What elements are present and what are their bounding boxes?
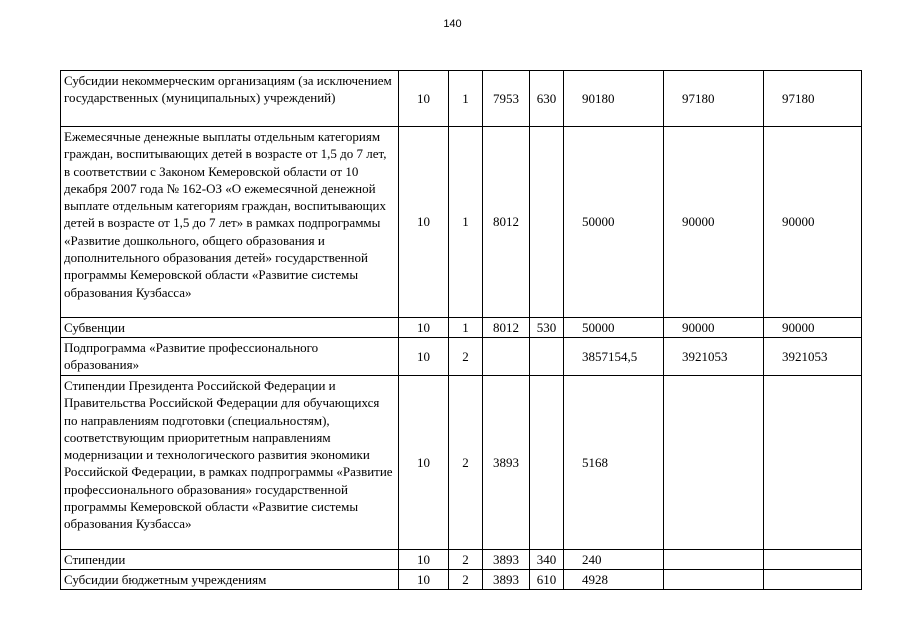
row-amount-3: 3921053 — [764, 338, 862, 376]
row-section: 10 — [399, 550, 449, 570]
table-row — [61, 127, 862, 318]
row-target-code: 7953 — [483, 71, 530, 127]
budget-table — [60, 70, 862, 590]
row-amount-2: 90000 — [664, 318, 764, 338]
row-subsection: 2 — [449, 550, 483, 570]
row-amount-1: 90180 — [564, 71, 664, 127]
table-row — [61, 71, 862, 127]
row-expense-type — [530, 127, 564, 318]
row-expense-type: 630 — [530, 71, 564, 127]
row-amount-3 — [764, 550, 862, 570]
row-amount-3: 90000 — [764, 318, 862, 338]
row-amount-2 — [664, 376, 764, 550]
row-target-code — [483, 338, 530, 376]
row-target-code: 8012 — [483, 318, 530, 338]
row-amount-2: 97180 — [664, 71, 764, 127]
row-amount-1: 50000 — [564, 318, 664, 338]
row-target-code: 3893 — [483, 550, 530, 570]
row-name: Стипендии Президента Российской Федерации и Правительства Российской Федерации для обучающихся по направлениям подготовки (специальностям), соответствующим приоритетным направлениям модернизации и технологического развития экономики Российской Федерации, в рамках подпрограммы «Развитие профессионального образования» государственной программы Кемеровской области «Развитие системы образования Кузбасса» — [61, 376, 399, 550]
row-subsection: 2 — [449, 570, 483, 590]
row-subsection: 1 — [449, 71, 483, 127]
row-amount-1: 5168 — [564, 376, 664, 550]
row-name: Субсидии некоммерческим организациям (за исключением государственных (муниципальных) учреждений) — [61, 71, 399, 127]
row-subsection: 1 — [449, 127, 483, 318]
row-amount-1: 240 — [564, 550, 664, 570]
row-expense-type: 530 — [530, 318, 564, 338]
row-section: 10 — [399, 570, 449, 590]
row-amount-3 — [764, 570, 862, 590]
row-amount-1: 3857154,5 — [564, 338, 664, 376]
row-amount-3: 97180 — [764, 71, 862, 127]
table-row — [61, 338, 862, 376]
row-target-code: 3893 — [483, 570, 530, 590]
row-name: Субсидии бюджетным учреждениям — [61, 570, 399, 590]
row-section: 10 — [399, 318, 449, 338]
row-expense-type — [530, 338, 564, 376]
row-section: 10 — [399, 338, 449, 376]
page-number: 140 — [443, 18, 462, 30]
row-amount-2 — [664, 550, 764, 570]
row-amount-2: 90000 — [664, 127, 764, 318]
table-row — [61, 570, 862, 590]
row-subsection: 2 — [449, 376, 483, 550]
row-target-code: 8012 — [483, 127, 530, 318]
row-subsection: 1 — [449, 318, 483, 338]
row-name: Ежемесячные денежные выплаты отдельным категориям граждан, воспитывающих детей в возрасте от 1,5 до 7 лет, в соответствии с Законом Кемеровской области от 10 декабря 2007 года № 162-ОЗ «О ежемесячной денежной выплате отдельным категориям граждан, воспитывающих детей в возрасте от 1,5 до 7 лет» в рамках подпрограммы «Развитие дошкольного, общего образования и дополнительного образования детей» государственной программы Кемеровской области «Развитие системы образования Кузбасса» — [61, 127, 399, 318]
row-subsection: 2 — [449, 338, 483, 376]
row-section: 10 — [399, 376, 449, 550]
row-amount-1: 50000 — [564, 127, 664, 318]
row-amount-1: 4928 — [564, 570, 664, 590]
row-amount-3 — [764, 376, 862, 550]
table-row — [61, 550, 862, 570]
row-expense-type: 340 — [530, 550, 564, 570]
row-name: Субвенции — [61, 318, 399, 338]
table-row — [61, 318, 862, 338]
row-amount-2: 3921053 — [664, 338, 764, 376]
row-expense-type — [530, 376, 564, 550]
table-row — [61, 376, 862, 550]
row-expense-type: 610 — [530, 570, 564, 590]
row-amount-2 — [664, 570, 764, 590]
row-name: Стипендии — [61, 550, 399, 570]
row-name: Подпрограмма «Развитие профессионального образования» — [61, 338, 399, 376]
row-section: 10 — [399, 127, 449, 318]
row-target-code: 3893 — [483, 376, 530, 550]
row-section: 10 — [399, 71, 449, 127]
row-amount-3: 90000 — [764, 127, 862, 318]
